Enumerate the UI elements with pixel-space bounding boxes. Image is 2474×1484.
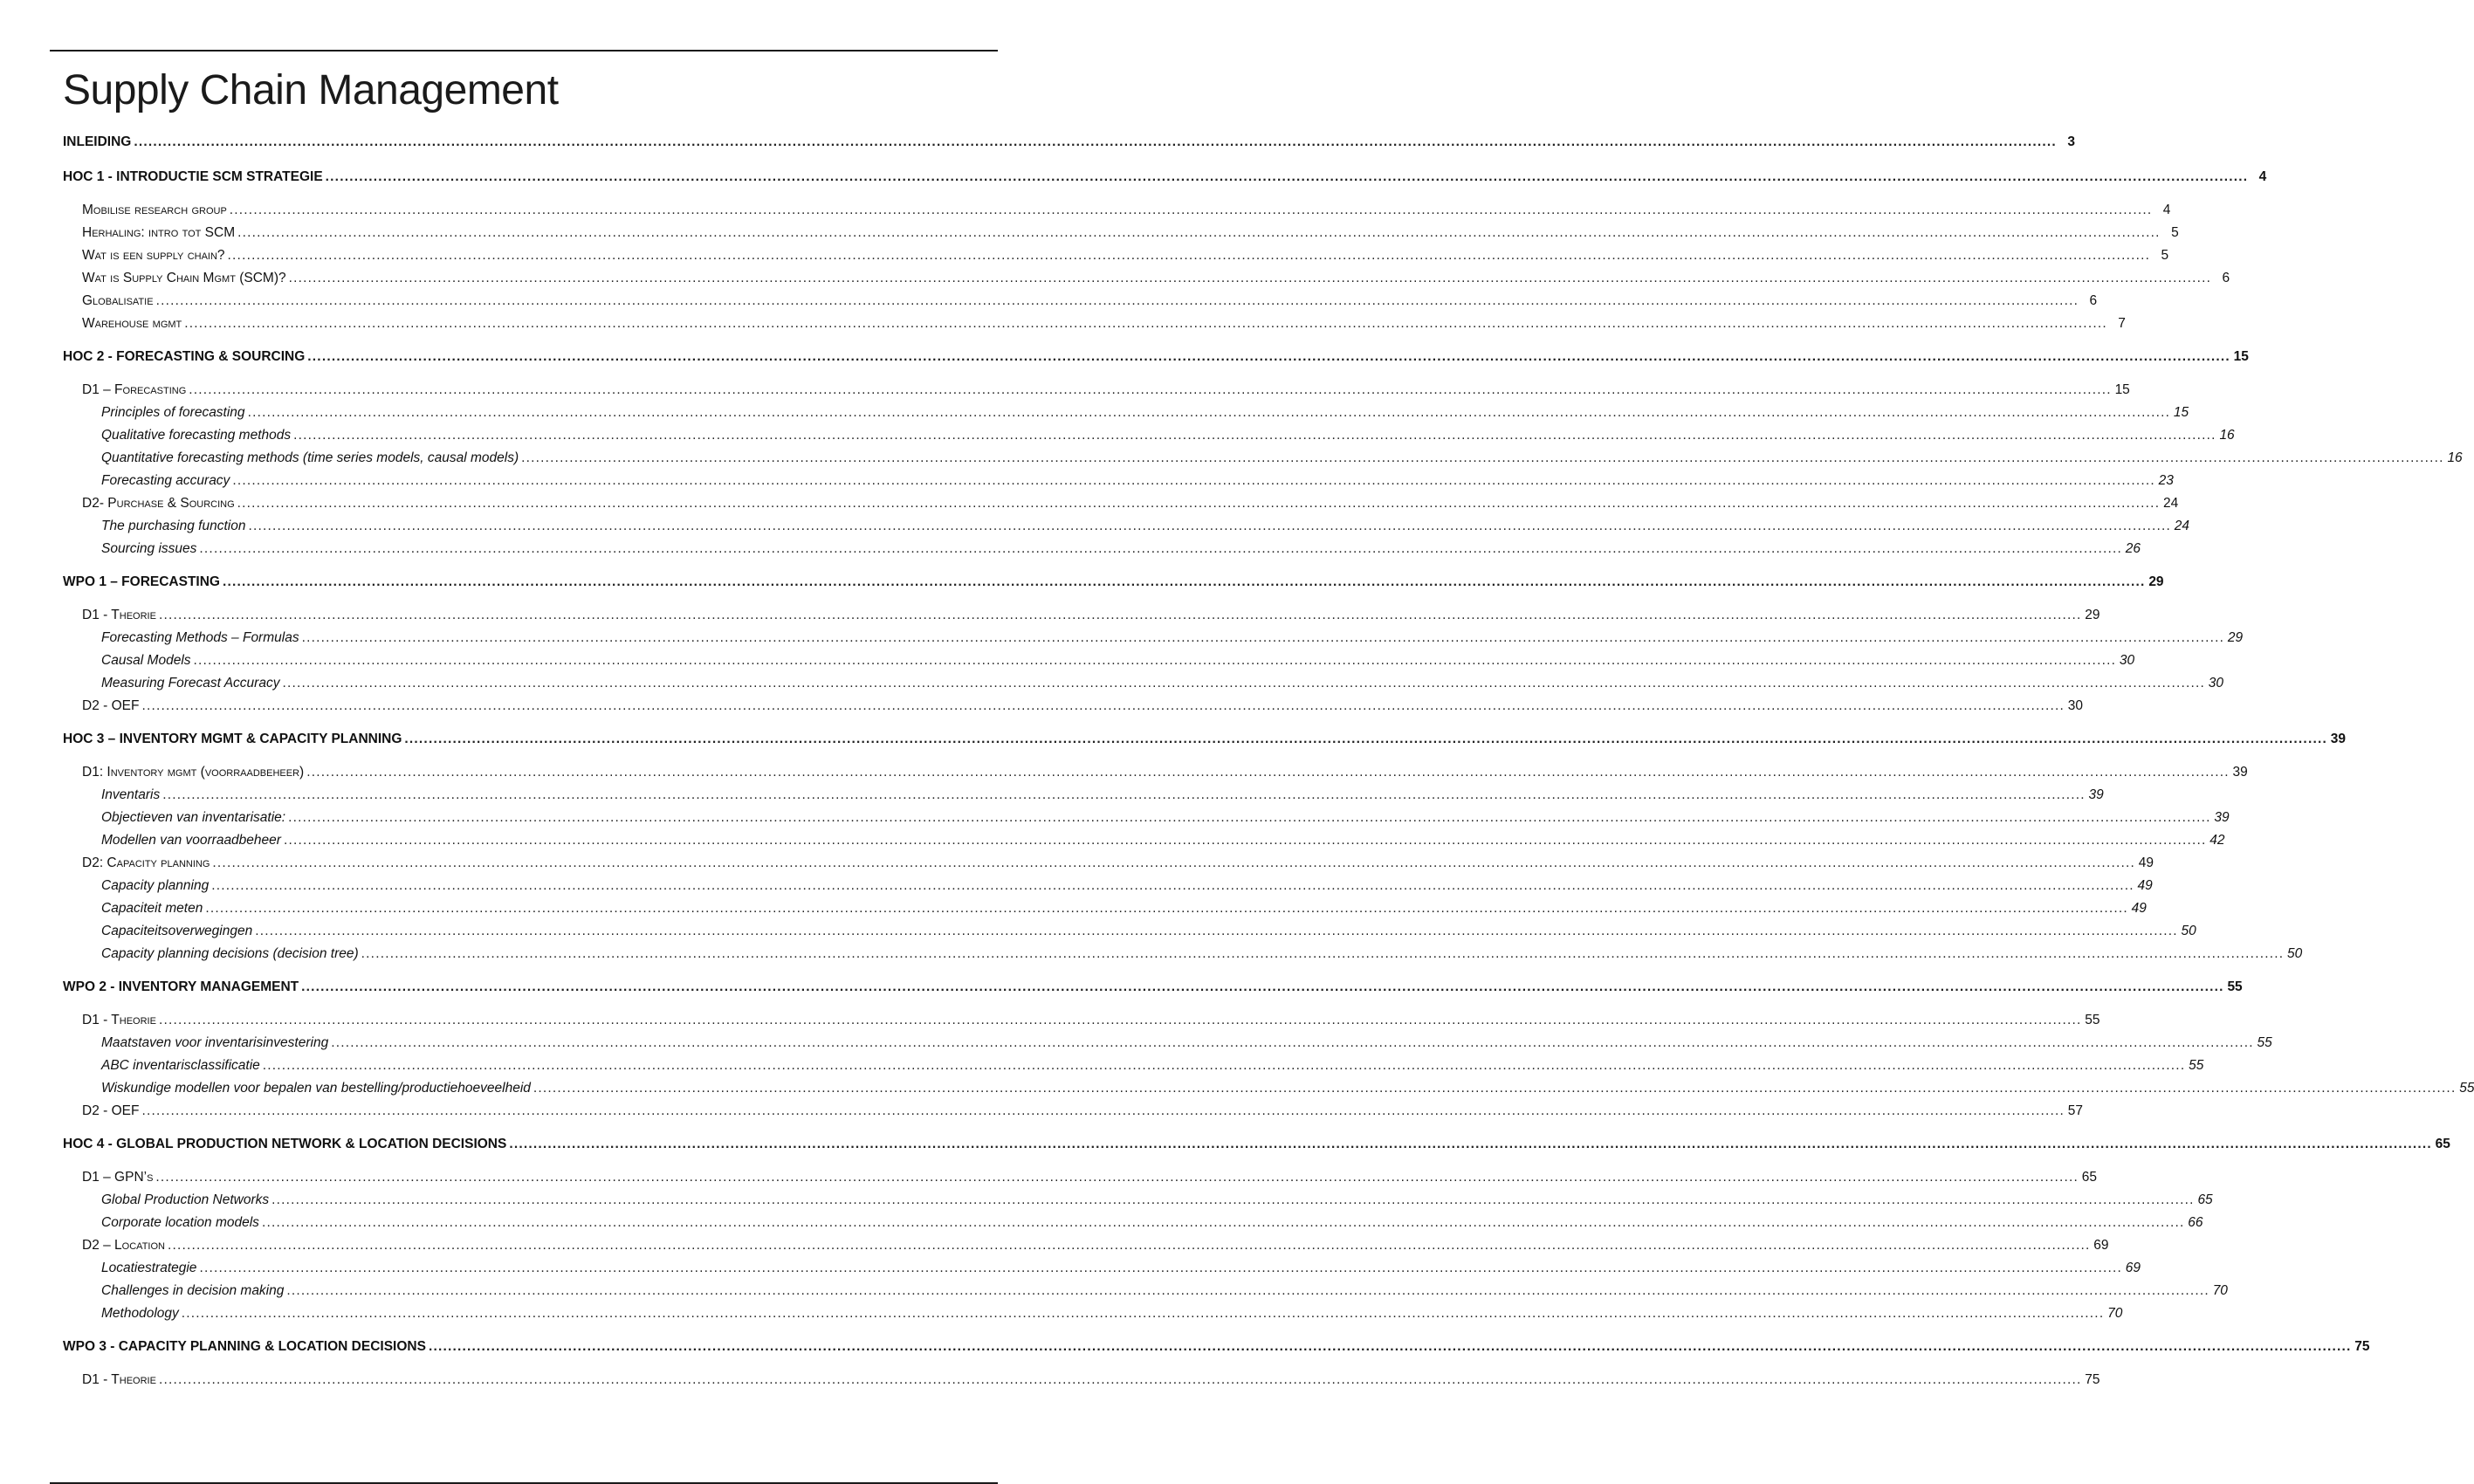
toc-page-number: 49 xyxy=(2131,901,2147,916)
toc-dot-leader: ................................................................................................................................................................................................................................................................................................................................................................................................................ xyxy=(288,271,2212,285)
toc-subsection-entry[interactable] xyxy=(63,1261,2141,1283)
toc-entry-title: Quantitative forecasting methods (time series models, causal models) xyxy=(101,450,519,465)
toc-page-number: 55 xyxy=(2257,1035,2272,1050)
toc-entry-title: INLEIDING xyxy=(63,134,132,149)
toc-entry-title: Corporate location models xyxy=(101,1215,259,1230)
toc-entry-title: The purchasing function xyxy=(101,519,246,533)
toc-section-entry[interactable] xyxy=(63,271,2230,293)
toc-dot-leader: ................................................................................................................................................................................................................................................................................................................................................................................................................ xyxy=(199,1261,2122,1275)
toc-page-number: 66 xyxy=(2188,1215,2203,1230)
toc-dot-leader: ................................................................................................................................................................................................................................................................................................................................................................................................................ xyxy=(229,203,2153,217)
toc-subsection-entry[interactable] xyxy=(63,473,2174,496)
toc-dot-leader: ................................................................................................................................................................................................................................................................................................................................................................................................................ xyxy=(223,574,2146,589)
toc-chapter-entry[interactable] xyxy=(63,574,2164,599)
toc-page-number: 7 xyxy=(2118,316,2126,331)
toc-entry-title: D2: Capacity planning xyxy=(82,855,210,870)
toc-entry-title: HOC 2 - FORECASTING & SOURCING xyxy=(63,349,306,364)
toc-entry-title: Maatstaven voor inventarisinvestering xyxy=(101,1035,329,1050)
toc-subsection-entry[interactable] xyxy=(63,1306,2123,1329)
toc-section-entry[interactable] xyxy=(63,316,2126,339)
toc-subsection-entry[interactable] xyxy=(63,1035,2272,1058)
toc-dot-leader: ................................................................................................................................................................................................................................................................................................................................................................................................................ xyxy=(255,924,2178,938)
toc-page-number: 15 xyxy=(2114,382,2130,397)
toc-chapter-entry[interactable] xyxy=(63,349,2249,374)
toc-section-entry[interactable] xyxy=(63,698,2084,721)
toc-entry-title: Principles of forecasting xyxy=(101,405,245,420)
toc-dot-leader: ................................................................................................................................................................................................................................................................................................................................................................................................................ xyxy=(212,855,2135,870)
toc-entry-title: Capacity planning decisions (decision tree) xyxy=(101,946,359,961)
toc-dot-leader: ................................................................................................................................................................................................................................................................................................................................................................................................................ xyxy=(301,979,2224,994)
toc-subsection-entry[interactable] xyxy=(63,405,2189,428)
toc-dot-leader: ................................................................................................................................................................................................................................................................................................................................................................................................................ xyxy=(193,653,2117,668)
toc-page-number: 70 xyxy=(2107,1306,2123,1321)
toc-dot-leader: ................................................................................................................................................................................................................................................................................................................................................................................................................ xyxy=(428,1339,2352,1354)
toc-page-number: 39 xyxy=(2214,810,2230,825)
toc-page-number: 24 xyxy=(2174,519,2189,533)
toc-subsection-entry[interactable] xyxy=(63,1192,2213,1215)
toc-subsection-entry[interactable] xyxy=(63,924,2196,946)
toc-subsection-entry[interactable] xyxy=(63,1081,2474,1103)
toc-page-number: 5 xyxy=(2161,248,2169,263)
toc-entry-title: D1 – GPN’s xyxy=(82,1170,154,1185)
toc-entry-title: WPO 2 - INVENTORY MANAGEMENT xyxy=(63,979,299,994)
toc-subsection-entry[interactable] xyxy=(63,1215,2203,1238)
toc-dot-leader: ................................................................................................................................................................................................................................................................................................................................................................................................................ xyxy=(141,1103,2065,1118)
toc-section-entry[interactable] xyxy=(63,248,2169,271)
toc-subsection-entry[interactable] xyxy=(63,653,2135,676)
toc-page-number: 65 xyxy=(2081,1170,2097,1185)
toc-page-number: 16 xyxy=(2219,428,2235,443)
toc-entry-title: Inventaris xyxy=(101,787,161,802)
toc-entry-title: HOC 4 - GLOBAL PRODUCTION NETWORK & LOCATION DECISIONS xyxy=(63,1137,507,1151)
toc-entry-title: Sourcing issues xyxy=(101,541,197,556)
toc-dot-leader: ................................................................................................................................................................................................................................................................................................................................................................................................................ xyxy=(227,248,2151,263)
toc-page-number: 3 xyxy=(2067,134,2075,149)
toc-entry-title: Herhaling: intro tot SCM xyxy=(82,225,236,240)
toc-page-number: 50 xyxy=(2286,946,2303,961)
toc-section-entry[interactable] xyxy=(63,225,2179,248)
toc-section-entry[interactable] xyxy=(63,1372,2100,1395)
toc-dot-leader: ................................................................................................................................................................................................................................................................................................................................................................................................................ xyxy=(167,1238,2091,1253)
toc-dot-leader: ................................................................................................................................................................................................................................................................................................................................................................................................................ xyxy=(237,225,2161,240)
toc-subsection-entry[interactable] xyxy=(63,901,2147,924)
toc-entry-title: D2 – Location xyxy=(82,1238,165,1253)
toc-page-number: 24 xyxy=(2162,496,2179,511)
toc-chapter-entry[interactable] xyxy=(63,732,2346,756)
toc-dot-leader: ................................................................................................................................................................................................................................................................................................................................................................................................................ xyxy=(158,1372,2082,1387)
toc-page-number: 70 xyxy=(2212,1283,2228,1298)
toc-section-entry[interactable] xyxy=(63,1103,2084,1126)
toc-entry-title: Methodology xyxy=(101,1306,179,1321)
toc-subsection-entry[interactable] xyxy=(63,878,2153,901)
toc-entry-title: Wat is een supply chain? xyxy=(82,248,225,263)
toc-page-number: 55 xyxy=(2227,979,2243,994)
toc-dot-leader: ................................................................................................................................................................................................................................................................................................................................................................................................................ xyxy=(293,428,2216,443)
toc-entry-title: Locatiestrategie xyxy=(101,1261,197,1275)
toc-page-number: 5 xyxy=(2171,225,2179,240)
toc-page-number: 55 xyxy=(2085,1013,2100,1027)
toc-chapter-entry[interactable] xyxy=(63,169,2267,194)
toc-entry-title: WPO 1 – FORECASTING xyxy=(63,574,220,589)
toc-page-number: 15 xyxy=(2233,349,2249,364)
toc-dot-leader: ................................................................................................................................................................................................................................................................................................................................................................................................................ xyxy=(211,878,2134,893)
toc-page-number: 4 xyxy=(2162,203,2171,217)
toc-page-number: 65 xyxy=(2435,1137,2450,1151)
toc-dot-leader: ................................................................................................................................................................................................................................................................................................................................................................................................................ xyxy=(184,316,2107,331)
toc-entry-title: D2- Purchase & Sourcing xyxy=(82,496,235,511)
toc-subsection-entry[interactable] xyxy=(63,833,2225,855)
toc-subsection-entry[interactable] xyxy=(63,787,2104,810)
toc-page-number: 29 xyxy=(2148,574,2164,589)
toc-page-number: 55 xyxy=(2189,1058,2204,1073)
toc-entry-title: Objectieven van inventarisatie: xyxy=(101,810,286,825)
toc-chapter-entry[interactable] xyxy=(63,1137,2450,1161)
toc-page-number: 16 xyxy=(2447,450,2463,465)
toc-page-number: 26 xyxy=(2125,541,2141,556)
toc-section-entry[interactable] xyxy=(63,382,2130,405)
toc-page-number: 50 xyxy=(2181,924,2196,938)
toc-dot-leader: ................................................................................................................................................................................................................................................................................................................................................................................................................ xyxy=(307,349,2230,364)
toc-page-number: 15 xyxy=(2173,405,2189,420)
toc-chapter-entry[interactable] xyxy=(63,134,2075,159)
toc-dot-leader: ................................................................................................................................................................................................................................................................................................................................................................................................................ xyxy=(361,946,2285,961)
toc-dot-leader: ................................................................................................................................................................................................................................................................................................................................................................................................................ xyxy=(232,473,2155,488)
toc-page-number: 30 xyxy=(2067,698,2084,713)
toc-entry-title: D2 - OEF xyxy=(82,698,140,713)
toc-entry-title: ABC inventarisclassificatie xyxy=(101,1058,260,1073)
toc-page-number: 42 xyxy=(2209,833,2225,848)
toc-subsection-entry[interactable] xyxy=(63,450,2463,473)
toc-dot-leader: ................................................................................................................................................................................................................................................................................................................................................................................................................ xyxy=(155,1170,2079,1185)
toc-section-entry[interactable] xyxy=(63,1238,2109,1261)
toc-page-number: 29 xyxy=(2227,630,2244,645)
toc-section-entry[interactable] xyxy=(63,1013,2100,1035)
toc-dot-leader: ................................................................................................................................................................................................................................................................................................................................................................................................................ xyxy=(325,169,2249,184)
toc-page-number: 30 xyxy=(2119,653,2135,668)
toc-page-number: 39 xyxy=(2330,732,2346,746)
toc-subsection-entry[interactable] xyxy=(63,946,2303,969)
toc-entry-title: HOC 3 – INVENTORY MGMT & CAPACITY PLANNING xyxy=(63,732,402,746)
toc-dot-leader: ................................................................................................................................................................................................................................................................................................................................................................................................................ xyxy=(271,1192,2195,1207)
toc-entry-title: D1 - Theorie xyxy=(82,608,156,622)
toc-entry-title: Capaciteitsoverwegingen xyxy=(101,924,253,938)
toc-subsection-entry[interactable] xyxy=(63,676,2224,698)
toc-dot-leader: ................................................................................................................................................................................................................................................................................................................................................................................................................ xyxy=(248,519,2171,533)
toc-subsection-entry[interactable] xyxy=(63,810,2230,833)
toc-subsection-entry[interactable] xyxy=(63,1058,2204,1081)
toc-section-entry[interactable] xyxy=(63,293,2098,316)
toc-entry-title: Warehouse mgmt xyxy=(82,316,182,331)
toc-entry-title: Capaciteit meten xyxy=(101,901,203,916)
toc-page-number: 49 xyxy=(2137,878,2153,893)
toc-entry-title: Challenges in decision making xyxy=(101,1283,285,1298)
toc-dot-leader: ................................................................................................................................................................................................................................................................................................................................................................................................................ xyxy=(237,496,2161,511)
toc-entry-title: D1 - Theorie xyxy=(82,1372,156,1387)
toc-entry-title: Wat is Supply Chain Mgmt (SCM)? xyxy=(82,271,286,285)
toc-subsection-entry[interactable] xyxy=(63,630,2244,653)
toc-dot-leader: ................................................................................................................................................................................................................................................................................................................................................................................................................ xyxy=(181,1306,2105,1321)
toc-entry-title: HOC 1 - INTRODUCTIE SCM STRATEGIE xyxy=(63,169,323,184)
toc-entry-title: Measuring Forecast Accuracy xyxy=(101,676,280,690)
toc-dot-leader: ................................................................................................................................................................................................................................................................................................................................................................................................................ xyxy=(155,293,2079,308)
toc-entry-title: Forecasting accuracy xyxy=(101,473,230,488)
top-rule xyxy=(50,50,998,52)
toc-dot-leader: ................................................................................................................................................................................................................................................................................................................................................................................................................ xyxy=(199,541,2122,556)
toc-page-number: 75 xyxy=(2085,1372,2100,1387)
toc-entry-title: D2 - OEF xyxy=(82,1103,140,1118)
toc-subsection-entry[interactable] xyxy=(63,1283,2228,1306)
toc-dot-leader: ................................................................................................................................................................................................................................................................................................................................................................................................................ xyxy=(189,382,2112,397)
toc-entry-title: Qualitative forecasting methods xyxy=(101,428,292,443)
toc-entry-title: D1 - Theorie xyxy=(82,1013,156,1027)
toc-chapter-entry[interactable] xyxy=(63,1339,2370,1364)
toc-chapter-entry[interactable] xyxy=(63,979,2243,1004)
toc-dot-leader: ................................................................................................................................................................................................................................................................................................................................................................................................................ xyxy=(247,405,2171,420)
toc-section-entry[interactable] xyxy=(63,608,2100,630)
toc-dot-leader: ................................................................................................................................................................................................................................................................................................................................................................................................................ xyxy=(331,1035,2254,1050)
table-of-contents xyxy=(63,134,2474,1395)
toc-entry-title: Globalisatie xyxy=(82,293,154,308)
toc-page-number: 29 xyxy=(2085,608,2100,622)
toc-page-number: 39 xyxy=(2088,787,2104,802)
toc-subsection-entry[interactable] xyxy=(63,519,2189,541)
toc-page-number: 65 xyxy=(2197,1192,2213,1207)
toc-entry-title: Causal Models xyxy=(101,653,191,668)
toc-section-entry[interactable] xyxy=(63,855,2154,878)
toc-entry-title: D1 – Forecasting xyxy=(82,382,187,397)
toc-page-number: 57 xyxy=(2067,1103,2084,1118)
toc-dot-leader: ................................................................................................................................................................................................................................................................................................................................................................................................................ xyxy=(134,134,2057,149)
toc-entry-title: Mobilise research group xyxy=(82,203,227,217)
toc-entry-title: Modellen van voorraadbeheer xyxy=(101,833,281,848)
toc-page-number: 6 xyxy=(2222,271,2230,285)
toc-dot-leader: ................................................................................................................................................................................................................................................................................................................................................................................................................ xyxy=(158,1013,2082,1027)
toc-page-number: 49 xyxy=(2138,855,2154,870)
toc-dot-leader: ................................................................................................................................................................................................................................................................................................................................................................................................................ xyxy=(283,833,2207,848)
toc-dot-leader: ................................................................................................................................................................................................................................................................................................................................................................................................................ xyxy=(282,676,2206,690)
toc-dot-leader: ................................................................................................................................................................................................................................................................................................................................................................................................................ xyxy=(141,698,2065,713)
toc-page-number: 69 xyxy=(2125,1261,2141,1275)
toc-dot-leader: ................................................................................................................................................................................................................................................................................................................................................................................................................ xyxy=(306,765,2230,780)
toc-entry-title: Wiskundige modellen voor bepalen van bestelling/productiehoeveelheid xyxy=(101,1081,531,1096)
toc-dot-leader: ................................................................................................................................................................................................................................................................................................................................................................................................................ xyxy=(288,810,2211,825)
toc-dot-leader: ................................................................................................................................................................................................................................................................................................................................................................................................................ xyxy=(509,1137,2432,1151)
toc-entry-title: Global Production Networks xyxy=(101,1192,270,1207)
toc-page-number: 69 xyxy=(2093,1238,2109,1253)
toc-dot-leader: ................................................................................................................................................................................................................................................................................................................................................................................................................ xyxy=(404,732,2327,746)
toc-dot-leader: ................................................................................................................................................................................................................................................................................................................................................................................................................ xyxy=(205,901,2128,916)
toc-section-entry[interactable] xyxy=(63,203,2171,225)
toc-dot-leader: ................................................................................................................................................................................................................................................................................................................................................................................................................ xyxy=(262,1058,2186,1073)
toc-entry-title: Capacity planning xyxy=(101,878,210,893)
toc-page-number: 39 xyxy=(2232,765,2248,780)
toc-page-number: 4 xyxy=(2258,169,2267,184)
toc-entry-title: Forecasting Methods – Formulas xyxy=(101,630,299,645)
toc-dot-leader: ................................................................................................................................................................................................................................................................................................................................................................................................................ xyxy=(533,1081,2457,1096)
toc-entry-title: D1: Inventory mgmt (voorraadbeheer) xyxy=(82,765,305,780)
document-title: Supply Chain Management xyxy=(63,67,559,113)
toc-dot-leader: ................................................................................................................................................................................................................................................................................................................................................................................................................ xyxy=(261,1215,2185,1230)
toc-dot-leader: ................................................................................................................................................................................................................................................................................................................................................................................................................ xyxy=(162,787,2086,802)
toc-dot-leader: ................................................................................................................................................................................................................................................................................................................................................................................................................ xyxy=(286,1283,2209,1298)
toc-page-number: 55 xyxy=(2459,1081,2474,1096)
toc-dot-leader: ................................................................................................................................................................................................................................................................................................................................................................................................................ xyxy=(158,608,2082,622)
toc-page-number: 30 xyxy=(2208,676,2224,690)
toc-subsection-entry[interactable] xyxy=(63,428,2235,450)
toc-dot-leader: ................................................................................................................................................................................................................................................................................................................................................................................................................ xyxy=(301,630,2225,645)
toc-page-number: 6 xyxy=(2089,293,2098,308)
toc-section-entry[interactable] xyxy=(63,1170,2097,1192)
toc-page-number: 23 xyxy=(2158,473,2174,488)
toc-section-entry[interactable] xyxy=(63,765,2248,787)
toc-section-entry[interactable] xyxy=(63,496,2179,519)
toc-dot-leader: ................................................................................................................................................................................................................................................................................................................................................................................................................ xyxy=(521,450,2444,465)
toc-subsection-entry[interactable] xyxy=(63,541,2141,564)
toc-entry-title: WPO 3 - CAPACITY PLANNING & LOCATION DECISIONS xyxy=(63,1339,426,1354)
toc-page-number: 75 xyxy=(2354,1339,2370,1354)
